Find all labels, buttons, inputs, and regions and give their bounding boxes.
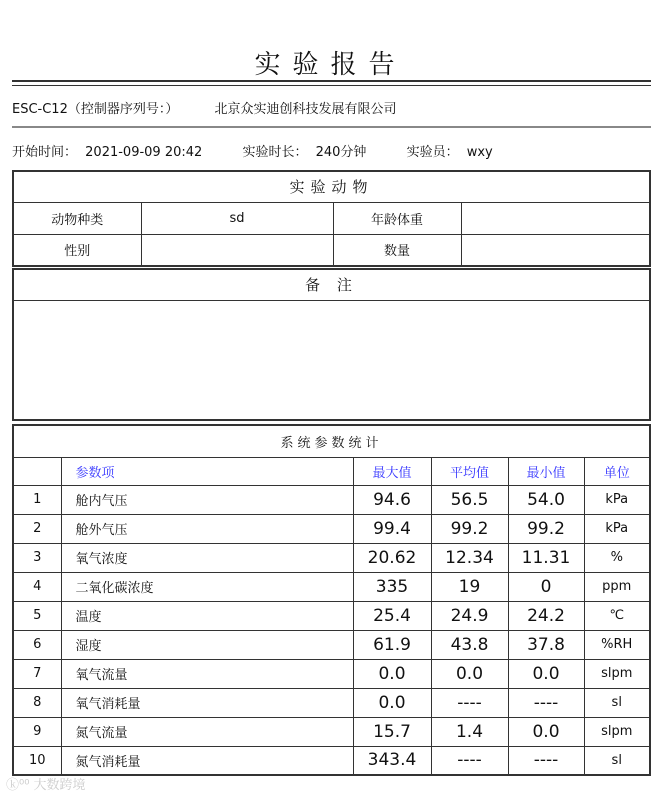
unit: % <box>584 543 650 572</box>
stats-table <box>12 424 651 776</box>
table-row <box>13 543 650 572</box>
row-index: 5 <box>13 601 61 630</box>
row-index: 8 <box>13 688 61 717</box>
stats-header-row <box>13 457 650 485</box>
divider <box>12 126 651 128</box>
param-name: 温度 <box>61 601 353 630</box>
max-value: 99.4 <box>353 514 431 543</box>
param-name: 二氧化碳浓度 <box>61 572 353 601</box>
col-header-max: 最大值 <box>353 457 431 485</box>
avg-value: 0.0 <box>431 659 508 688</box>
avg-value: ---- <box>431 746 508 775</box>
max-value: 0.0 <box>353 688 431 717</box>
row-index: 3 <box>13 543 61 572</box>
controller-line <box>12 98 397 117</box>
row-index: 1 <box>13 485 61 514</box>
remarks-table <box>12 268 651 421</box>
param-name: 氧气浓度 <box>61 543 353 572</box>
duration-label: 实验时长： <box>242 145 308 160</box>
col-header-param: 参数项 <box>61 457 353 485</box>
max-value: 25.4 <box>353 601 431 630</box>
max-value: 15.7 <box>353 717 431 746</box>
avg-value: 19 <box>431 572 508 601</box>
param-name: 舱外气压 <box>61 514 353 543</box>
avg-value: 1.4 <box>431 717 508 746</box>
unit: sl <box>584 746 650 775</box>
company-name: 北京众实迪创科技发展有限公司 <box>214 102 397 117</box>
sex-value <box>141 234 333 266</box>
unit: kPa <box>584 514 650 543</box>
min-value: ---- <box>508 746 584 775</box>
species-value: sd <box>141 202 333 234</box>
min-value: ---- <box>508 688 584 717</box>
avg-value: 43.8 <box>431 630 508 659</box>
max-value: 343.4 <box>353 746 431 775</box>
operator-label: 实验员： <box>406 145 459 160</box>
stats-title: 系统参数统计 <box>13 425 650 457</box>
duration-value: 240分钟 <box>315 145 367 160</box>
unit: sl <box>584 688 650 717</box>
age-weight-label: 年龄体重 <box>333 202 461 234</box>
start-label: 开始时间： <box>12 145 78 160</box>
col-header-unit: 单位 <box>584 457 650 485</box>
param-name: 氧气流量 <box>61 659 353 688</box>
param-name: 氧气消耗量 <box>61 688 353 717</box>
row-index: 10 <box>13 746 61 775</box>
param-name: 湿度 <box>61 630 353 659</box>
animal-table <box>12 170 651 267</box>
min-value: 24.2 <box>508 601 584 630</box>
unit: ppm <box>584 572 650 601</box>
min-value: 0.0 <box>508 659 584 688</box>
avg-value: 12.34 <box>431 543 508 572</box>
row-index: 9 <box>13 717 61 746</box>
table-row <box>13 630 650 659</box>
max-value: 94.6 <box>353 485 431 514</box>
unit: %RH <box>584 630 650 659</box>
remarks-title: 备 注 <box>13 269 650 300</box>
table-row <box>13 688 650 717</box>
unit: slpm <box>584 659 650 688</box>
max-value: 335 <box>353 572 431 601</box>
param-name: 舱内气压 <box>61 485 353 514</box>
min-value: 0 <box>508 572 584 601</box>
unit: kPa <box>584 485 650 514</box>
col-header-index <box>13 457 61 485</box>
min-value: 0.0 <box>508 717 584 746</box>
animal-title: 实验动物 <box>13 171 650 202</box>
operator-value: wxy <box>466 145 493 160</box>
row-index: 6 <box>13 630 61 659</box>
table-row <box>13 485 650 514</box>
min-value: 37.8 <box>508 630 584 659</box>
avg-value: 56.5 <box>431 485 508 514</box>
col-header-min: 最小值 <box>508 457 584 485</box>
species-label: 动物种类 <box>13 202 141 234</box>
table-row <box>13 717 650 746</box>
row-index: 2 <box>13 514 61 543</box>
max-value: 61.9 <box>353 630 431 659</box>
controller-id: ESC-C12（控制器序列号：） <box>12 102 179 117</box>
param-name: 氮气流量 <box>61 717 353 746</box>
min-value: 11.31 <box>508 543 584 572</box>
avg-value: 24.9 <box>431 601 508 630</box>
count-value <box>461 234 650 266</box>
min-value: 99.2 <box>508 514 584 543</box>
unit: slpm <box>584 717 650 746</box>
avg-value: 99.2 <box>431 514 508 543</box>
start-value: 2021-09-09 20:42 <box>85 145 203 160</box>
table-row <box>13 572 650 601</box>
row-index: 7 <box>13 659 61 688</box>
page-title: 实验报告 <box>254 50 407 80</box>
remarks-content <box>13 300 650 420</box>
max-value: 20.62 <box>353 543 431 572</box>
info-line <box>12 141 493 160</box>
count-label: 数量 <box>333 234 461 266</box>
param-name: 氮气消耗量 <box>61 746 353 775</box>
table-row <box>13 601 650 630</box>
avg-value: ---- <box>431 688 508 717</box>
min-value: 54.0 <box>508 485 584 514</box>
divider <box>12 80 651 86</box>
watermark: ⓚ⁰⁰ 大数跨境 <box>6 778 86 793</box>
unit: ℃ <box>584 601 650 630</box>
age-weight-value <box>461 202 650 234</box>
table-row <box>13 659 650 688</box>
row-index: 4 <box>13 572 61 601</box>
max-value: 0.0 <box>353 659 431 688</box>
sex-label: 性别 <box>13 234 141 266</box>
table-row <box>13 746 650 775</box>
table-row <box>13 514 650 543</box>
col-header-avg: 平均值 <box>431 457 508 485</box>
